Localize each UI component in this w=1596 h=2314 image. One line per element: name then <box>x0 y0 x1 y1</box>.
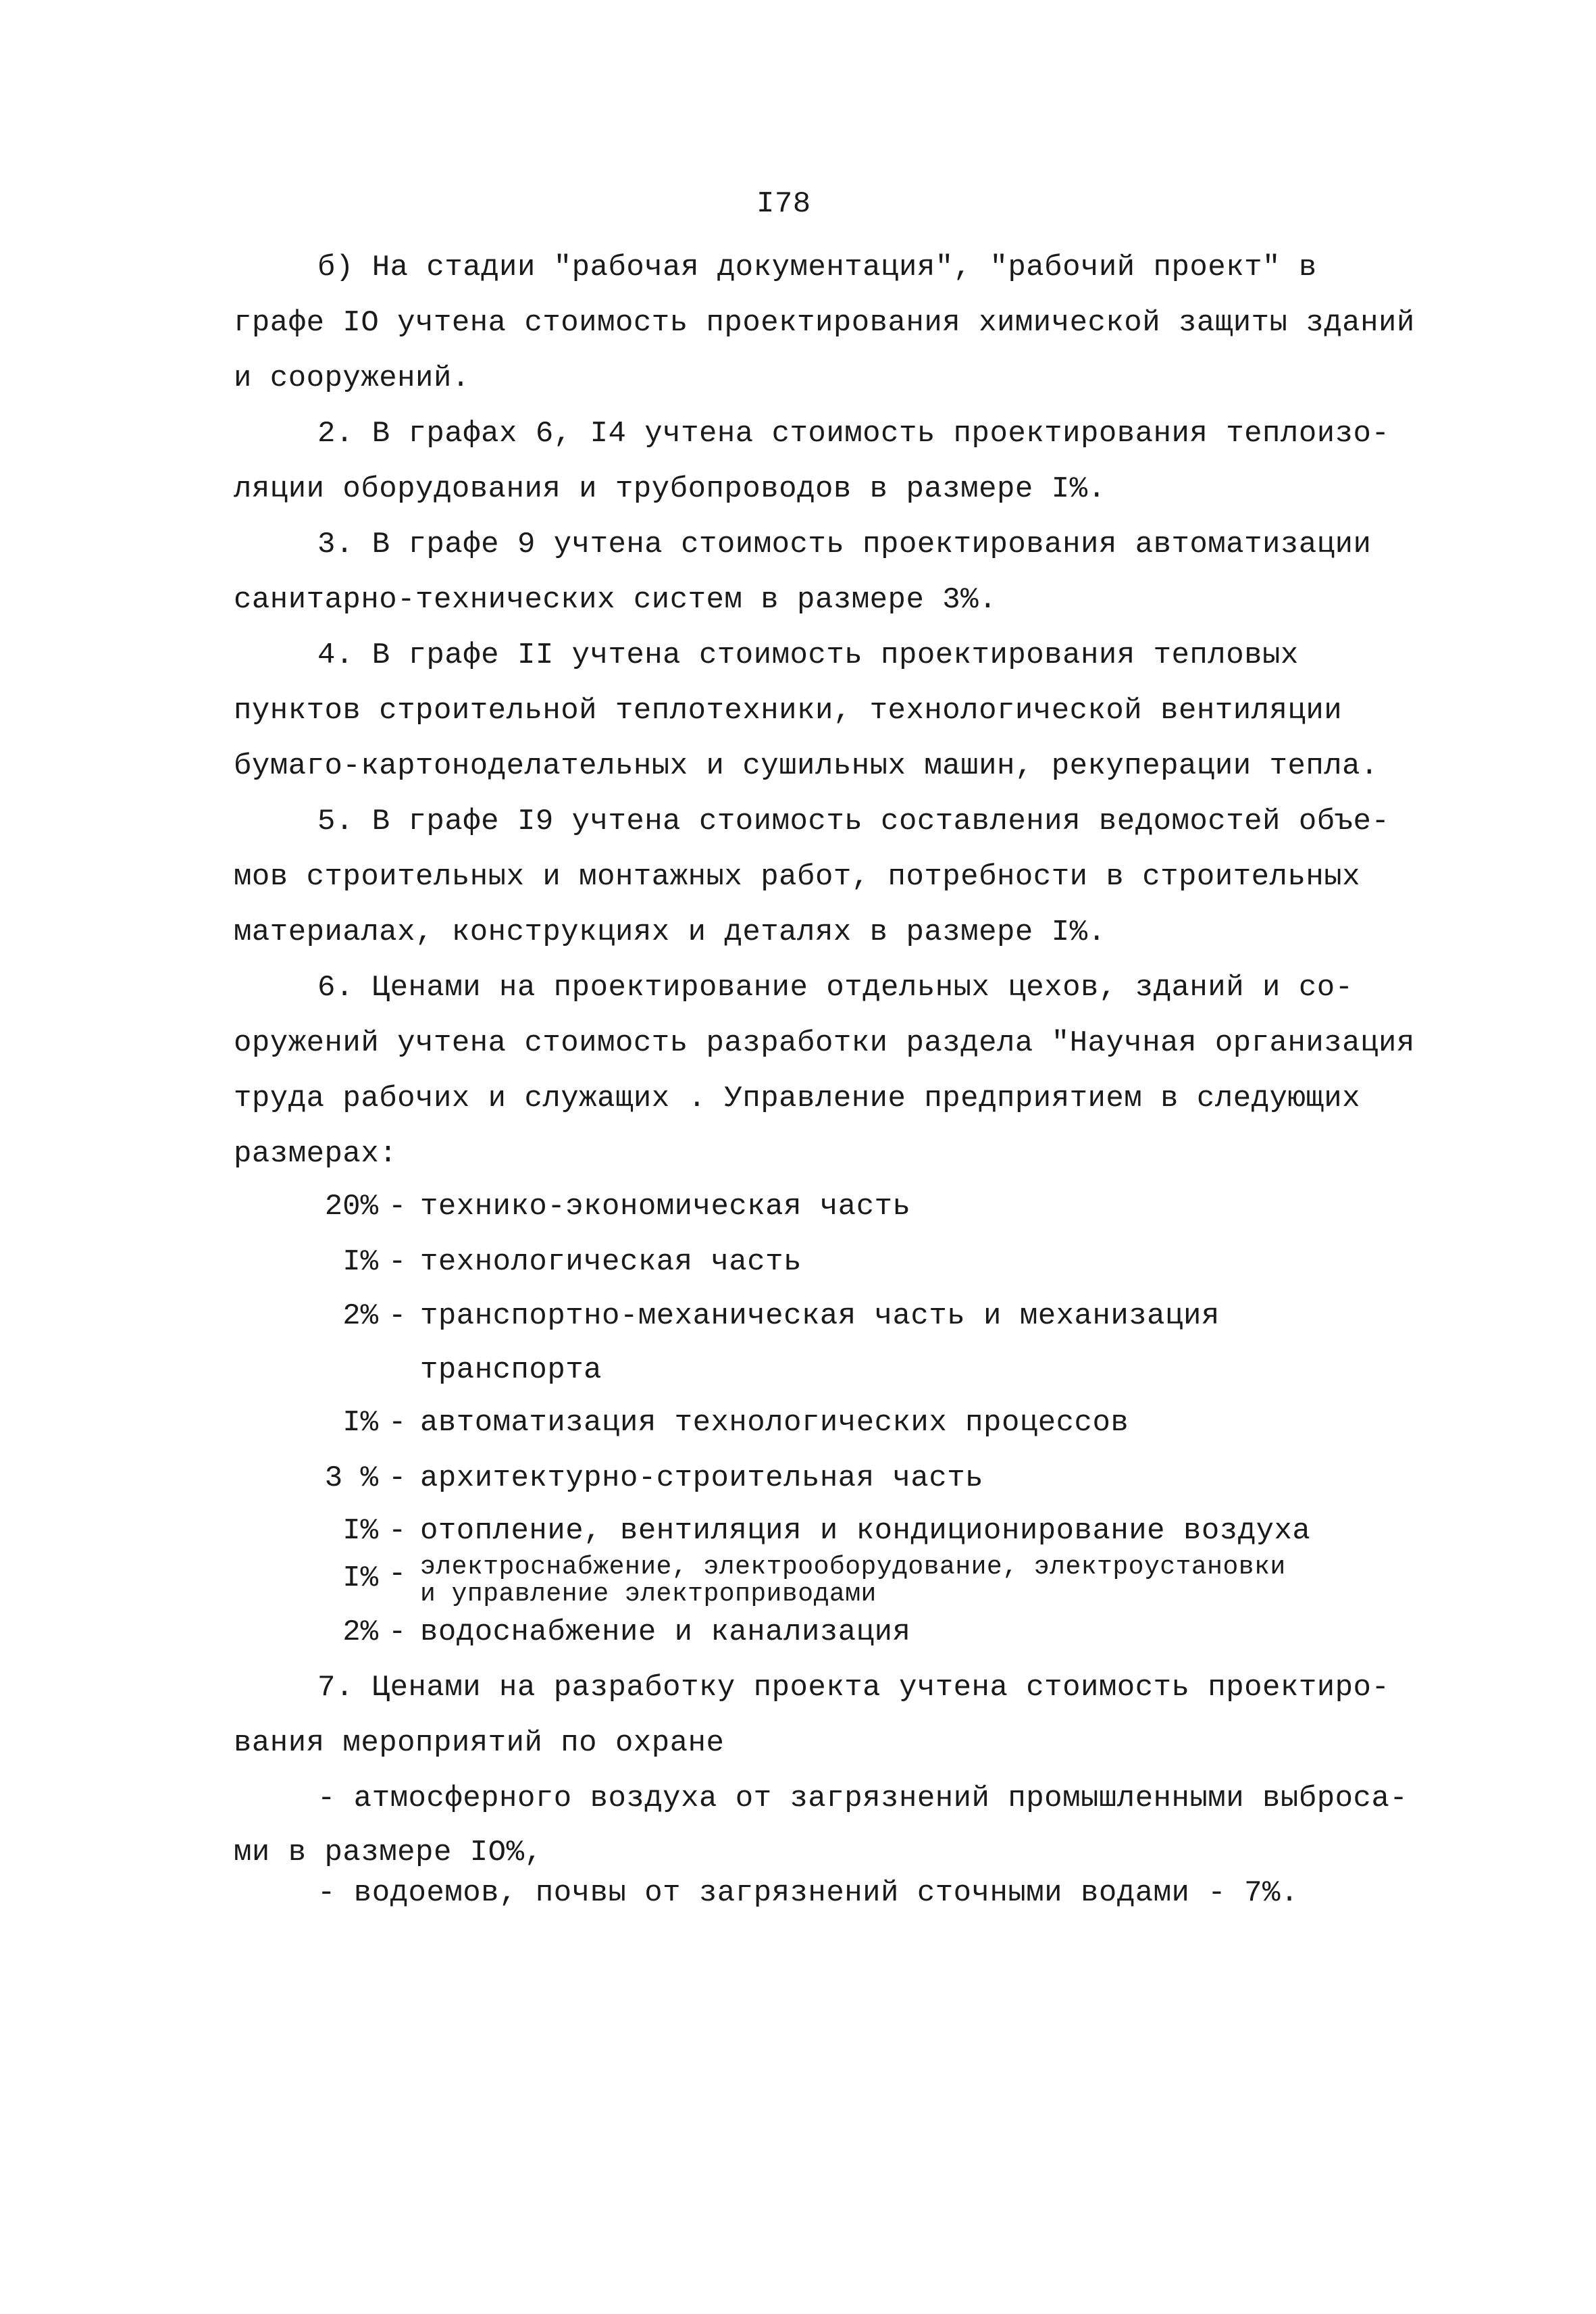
list-text: технико-экономическая часть <box>420 1190 911 1224</box>
list-dash: - <box>388 1299 407 1333</box>
item-b-line-2: графе IO учтена стоимость проектирования химической защиты зданий <box>234 306 1415 340</box>
list-pct: 2% <box>342 1299 378 1333</box>
item-4-line-1: 4. В графе II учтена стоимость проектирования тепловых <box>317 638 1299 672</box>
item-7-line-5: - водоемов, почвы от загрязнений сточными водами - 7%. <box>317 1876 1299 1910</box>
list-text: технологическая часть <box>420 1245 802 1279</box>
item-3-line-1: 3. В графе 9 учтена стоимость проектирования автоматизации <box>317 528 1372 561</box>
item-7-line-2: вания мероприятий по охране <box>234 1726 725 1760</box>
list-dash: - <box>388 1190 407 1224</box>
list-dash: - <box>388 1557 407 1591</box>
item-2-line-2: ляции оборудования и трубопроводов в размере I%. <box>234 472 1106 506</box>
list-text: транспортно-механическая часть и механизация <box>420 1299 1220 1333</box>
item-7-line-4: ми в размере IO%, <box>234 1836 543 1869</box>
list-text-continued: транспорта <box>420 1353 602 1387</box>
list-pct: I% <box>342 1245 378 1279</box>
list-text: архитектурно-строительная часть <box>420 1461 984 1495</box>
list-dash: - <box>388 1514 407 1548</box>
list-pct: I% <box>342 1514 378 1548</box>
list-text: отопление, вентиляция и кондиционирование воздуха <box>420 1514 1311 1548</box>
list-dash: - <box>388 1615 407 1649</box>
item-3-line-2: санитарно-технических систем в размере 3%. <box>234 583 997 617</box>
item-6-line-2: оружений учтена стоимость разработки раздела "Научная организация <box>234 1026 1415 1060</box>
list-text: автоматизация технологических процессов <box>420 1406 1129 1440</box>
item-b-line-1: б) На стадии "рабочая документация", "рабочий проект" в <box>317 251 1317 284</box>
item-6-line-4: размерах: <box>234 1137 398 1171</box>
item-7-line-1: 7. Ценами на разработку проекта учтена стоимость проектиро- <box>317 1671 1390 1705</box>
list-text: водоснабжение и канализация <box>420 1615 911 1649</box>
list-dash: - <box>388 1461 407 1495</box>
item-b-line-3: и сооружений. <box>234 361 470 395</box>
list-text: электроснабжение, электрооборудование, электроустановки <box>420 1553 1286 1582</box>
item-4-line-3: бумаго-картоноделательных и сушильных машин, рекуперации тепла. <box>234 749 1379 783</box>
list-pct: 2% <box>342 1615 378 1649</box>
list-dash: - <box>388 1406 407 1440</box>
item-5-line-2: мов строительных и монтажных работ, потребности в строительных <box>234 860 1361 894</box>
list-pct: 3 % <box>324 1461 378 1495</box>
page-number: I78 <box>756 187 811 221</box>
list-dash: - <box>388 1245 407 1279</box>
item-4-line-2: пунктов строительной теплотехники, технологической вентиляции <box>234 694 1343 728</box>
item-6-line-3: труда рабочих и служащих . Управление предприятием в следующих <box>234 1082 1361 1115</box>
item-7-line-3: - атмосферного воздуха от загрязнений промышленными выброса- <box>317 1782 1408 1815</box>
item-5-line-1: 5. В графе I9 учтена стоимость составления ведомостей объе- <box>317 805 1390 838</box>
item-2-line-1: 2. В графах 6, I4 учтена стоимость проектирования теплоизо- <box>317 417 1390 451</box>
list-text-continued: и управление электроприводами <box>420 1580 877 1609</box>
item-5-line-3: материалах, конструкциях и деталях в размере I%. <box>234 915 1106 949</box>
item-6-line-1: 6. Ценами на проектирование отдельных цехов, зданий и со- <box>317 971 1354 1005</box>
list-pct: I% <box>342 1561 378 1595</box>
list-pct: 20% <box>324 1190 378 1224</box>
list-pct: I% <box>342 1406 378 1440</box>
